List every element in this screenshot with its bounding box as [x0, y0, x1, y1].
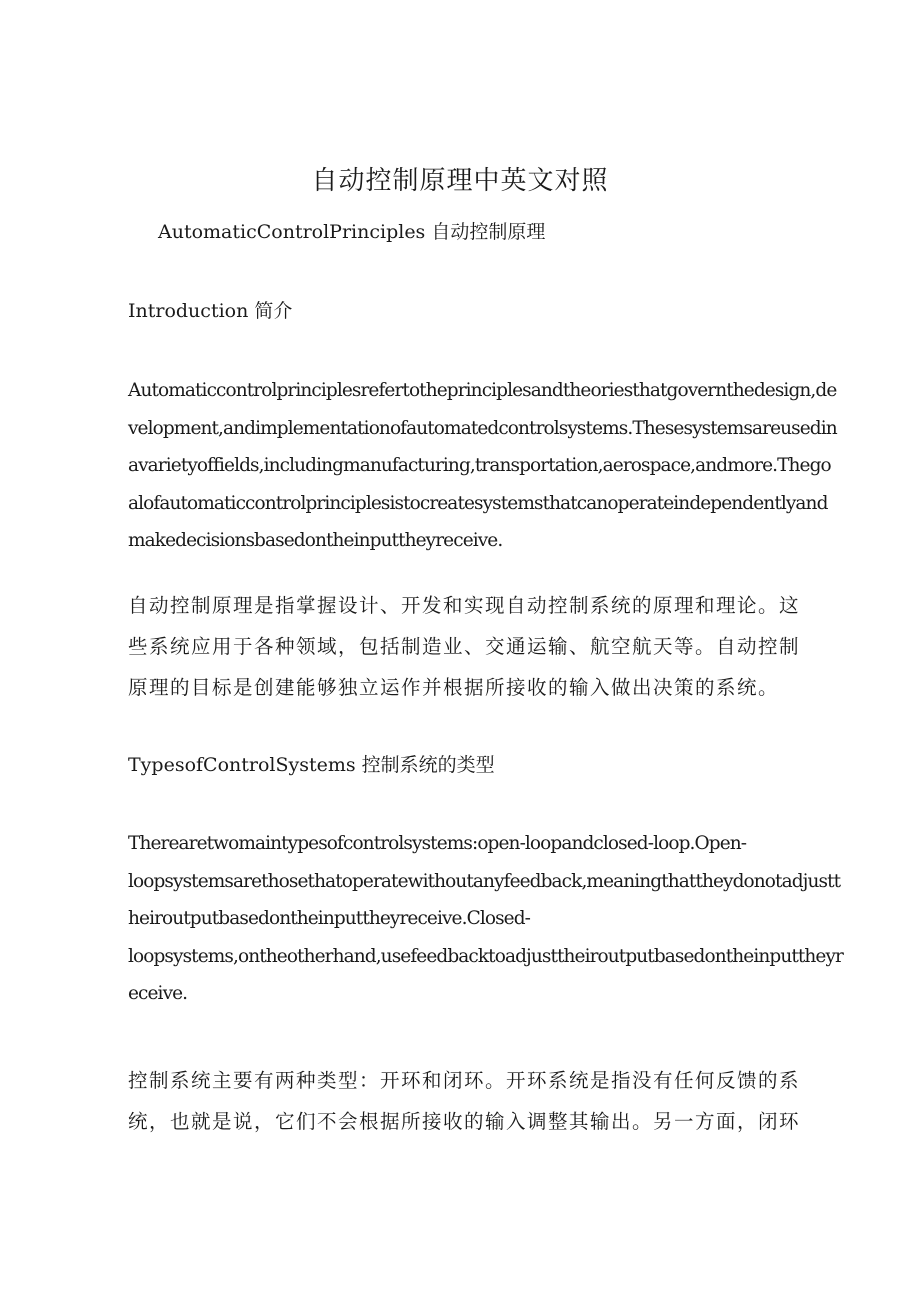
paragraph-line: makedecisionsbasedontheinputtheyreceive.: [128, 530, 503, 551]
paragraph-line: heiroutputbasedontheinputtheyreceive.Closed-: [128, 908, 531, 929]
section-heading-introduction: Introduction 简介: [128, 300, 293, 322]
paragraph-line: 自动控制原理是指掌握设计、开发和实现自动控制系统的原理和理论。这: [128, 594, 801, 617]
paragraph-line: Automaticcontrolprinciplesrefertotheprinciplesandtheoriesthatgovernthedesign,de: [128, 380, 837, 401]
paragraph-line: 原理的目标是创建能够独立运作并根据所接收的输入做出决策的系统。: [128, 676, 780, 699]
paragraph-line: eceive.: [128, 983, 188, 1004]
paragraph-line: alofautomaticcontrolprinciplesistocreatesystemsthatcanoperateindependentlyand: [128, 492, 828, 514]
paragraph-line: loopsystems,ontheotherhand,usefeedbacktoadjusttheiroutputbasedontheinputtheyr: [128, 945, 843, 967]
types-english-paragraph: [128, 825, 843, 1013]
paragraph-line: loopsystemsarethosethatoperatewithoutanyfeedback,meaningthattheydonotadjustt: [128, 870, 841, 892]
paragraph-line: 统，也就是说，它们不会根据所接收的输入调整其输出。另一方面，闭环: [128, 1110, 801, 1133]
document-subtitle: AutomaticControlPrinciples 自动控制原理: [158, 221, 546, 243]
paragraph-line: Therearetwomaintypesofcontrolsystems:open-loopandclosed-loop.Open-: [128, 833, 747, 854]
paragraph-line: 些系统应用于各种领域，包括制造业、交通运输、航空航天等。自动控制: [128, 635, 801, 658]
document-title: 自动控制原理中英文对照: [311, 166, 609, 196]
types-chinese-paragraph: [128, 1060, 801, 1142]
introduction-chinese-paragraph: [128, 585, 801, 708]
introduction-english-paragraph: [128, 372, 837, 560]
paragraph-line: avarietyoffields,includingmanufacturing,transportation,aerospace,andmore.Thego: [128, 455, 831, 476]
paragraph-line: velopment,andimplementationofautomatedcontrolsystems.Thesesystemsareusedin: [128, 417, 837, 439]
section-heading-types: TypesofControlSystems 控制系统的类型: [128, 754, 495, 776]
paragraph-line: 控制系统主要有两种类型：开环和闭环。开环系统是指没有任何反馈的系: [128, 1069, 801, 1092]
